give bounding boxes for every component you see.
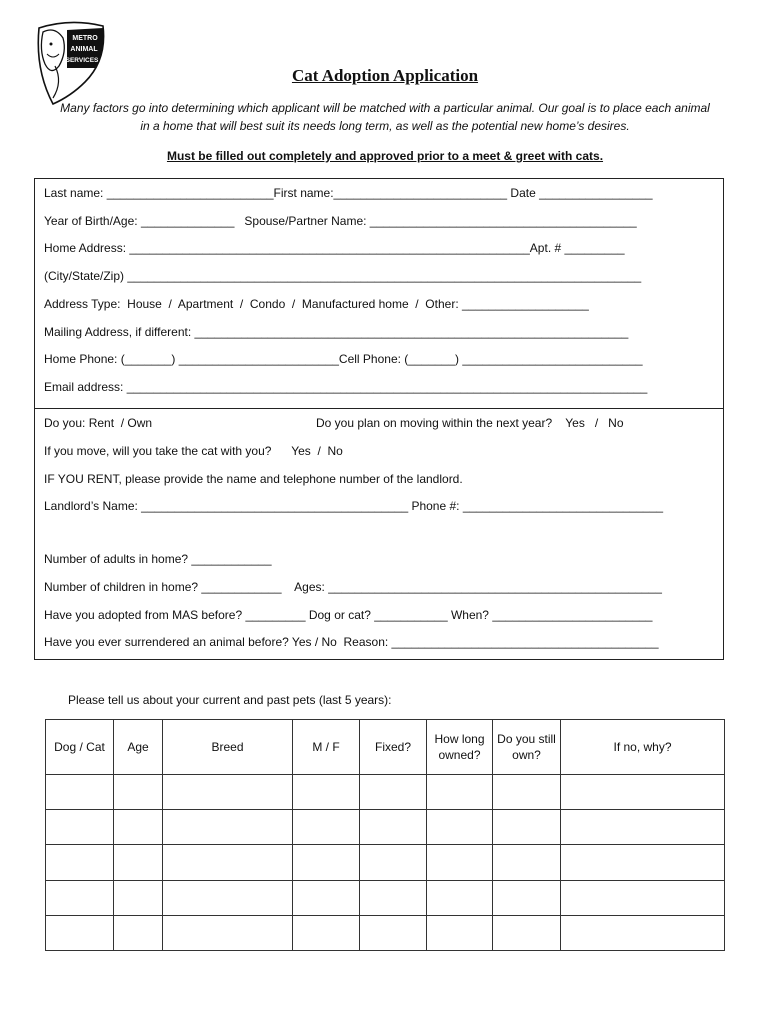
table-cell[interactable] (46, 880, 114, 915)
table-cell[interactable] (427, 810, 493, 845)
col-still-own: Do you still own? (493, 720, 561, 775)
table-cell[interactable] (46, 775, 114, 810)
table-cell[interactable] (427, 845, 493, 880)
table-cell[interactable] (360, 880, 427, 915)
table-cell[interactable] (561, 845, 725, 880)
table-cell[interactable] (293, 775, 360, 810)
pets-table-header (46, 720, 725, 775)
table-cell[interactable] (427, 880, 493, 915)
table-cell[interactable] (561, 915, 725, 950)
table-cell[interactable] (493, 880, 561, 915)
metro-animal-services-logo (33, 20, 107, 106)
name-date-line[interactable]: Last name: _________________________First name:__________________________ Date _________________ (44, 186, 653, 200)
pets-intro: Please tell us about your current and past pets (last 5 years): (68, 693, 392, 707)
children-line[interactable]: Number of children in home? ____________ Ages: __________________________________________________ (44, 580, 662, 594)
landlord-line[interactable]: Landlord’s Name: ________________________________________ Phone #: ______________________________ (44, 499, 664, 513)
table-cell[interactable] (114, 845, 163, 880)
table-cell[interactable] (493, 915, 561, 950)
col-dog-cat: Dog / Cat (46, 720, 114, 775)
table-cell[interactable] (46, 915, 114, 950)
intro-text: Many factors go into determining which applicant will be matched with a particular animal. Our goal is to place each animal in a home that will best suit its needs long term, as well as the potential new home’s desires. (60, 101, 710, 133)
table-row (46, 775, 725, 810)
col-breed: Breed (163, 720, 293, 775)
table-cell[interactable] (427, 915, 493, 950)
rent-own-question[interactable]: Do you: Rent / Own (44, 416, 153, 430)
table-cell[interactable] (360, 915, 427, 950)
birth-spouse-line[interactable]: Year of Birth/Age: ______________ Spouse/Partner Name: ________________________________________ (44, 214, 637, 228)
table-cell[interactable] (114, 880, 163, 915)
table-cell[interactable] (46, 845, 114, 880)
svg-text:ANIMAL: ANIMAL (70, 46, 98, 53)
table-cell[interactable] (114, 775, 163, 810)
home-address-line[interactable]: Home Address: ____________________________________________________________Apt. # _________ (44, 241, 625, 255)
table-cell[interactable] (561, 810, 725, 845)
col-fixed: Fixed? (360, 720, 427, 775)
applicant-info-section (34, 178, 724, 409)
phone-line[interactable]: Home Phone: (_______) ________________________Cell Phone: (_______) ___________________________ (44, 352, 643, 366)
table-row (46, 880, 725, 915)
table-cell[interactable] (360, 845, 427, 880)
table-cell[interactable] (293, 880, 360, 915)
table-cell[interactable] (293, 810, 360, 845)
table-cell[interactable] (493, 775, 561, 810)
take-cat-question[interactable]: If you move, will you take the cat with you? Yes / No (44, 444, 343, 458)
table-cell[interactable] (493, 845, 561, 880)
housing-section (34, 408, 724, 660)
page-title: Cat Adoption Application (291, 66, 479, 85)
pets-table (45, 719, 725, 951)
table-cell[interactable] (427, 775, 493, 810)
landlord-note: IF YOU RENT, please provide the name and telephone number of the landlord. (44, 472, 463, 486)
svg-text:SERVICES: SERVICES (65, 57, 99, 64)
table-row (46, 845, 725, 880)
table-cell[interactable] (46, 810, 114, 845)
table-cell[interactable] (293, 915, 360, 950)
adults-line[interactable]: Number of adults in home? ____________ (44, 552, 272, 566)
col-age: Age (114, 720, 163, 775)
table-cell[interactable] (360, 810, 427, 845)
requirement-notice: Must be filled out completely and approved prior to a meet & greet with cats. (166, 149, 604, 163)
email-line[interactable]: Email address: ______________________________________________________________________________ (44, 380, 648, 394)
col-sex: M / F (293, 720, 360, 775)
table-cell[interactable] (493, 810, 561, 845)
table-cell[interactable] (163, 845, 293, 880)
table-row (46, 810, 725, 845)
table-cell[interactable] (163, 810, 293, 845)
adopted-line[interactable]: Have you adopted from MAS before? _________ Dog or cat? ___________ When? ________________________ (44, 608, 653, 622)
table-cell[interactable] (163, 880, 293, 915)
moving-question[interactable]: Do you plan on moving within the next year? Yes / No (316, 416, 624, 430)
table-cell[interactable] (360, 775, 427, 810)
table-cell[interactable] (114, 915, 163, 950)
table-row (46, 915, 725, 950)
col-if-no-why: If no, why? (561, 720, 725, 775)
address-type-line[interactable]: Address Type: House / Apartment / Condo / Manufactured home / Other: ___________________ (44, 297, 589, 311)
city-state-zip-line[interactable]: (City/State/Zip) _____________________________________________________________________________ (44, 269, 642, 283)
table-cell[interactable] (114, 810, 163, 845)
col-how-long: How long owned? (427, 720, 493, 775)
table-cell[interactable] (561, 775, 725, 810)
table-cell[interactable] (293, 845, 360, 880)
svg-text:METRO: METRO (72, 35, 98, 42)
table-cell[interactable] (561, 880, 725, 915)
table-cell[interactable] (163, 915, 293, 950)
table-cell[interactable] (163, 775, 293, 810)
surrendered-line[interactable]: Have you ever surrendered an animal before? Yes / No Reason: ________________________________________ (44, 635, 659, 649)
mailing-address-line[interactable]: Mailing Address, if different: _________________________________________________________________ (44, 325, 629, 339)
